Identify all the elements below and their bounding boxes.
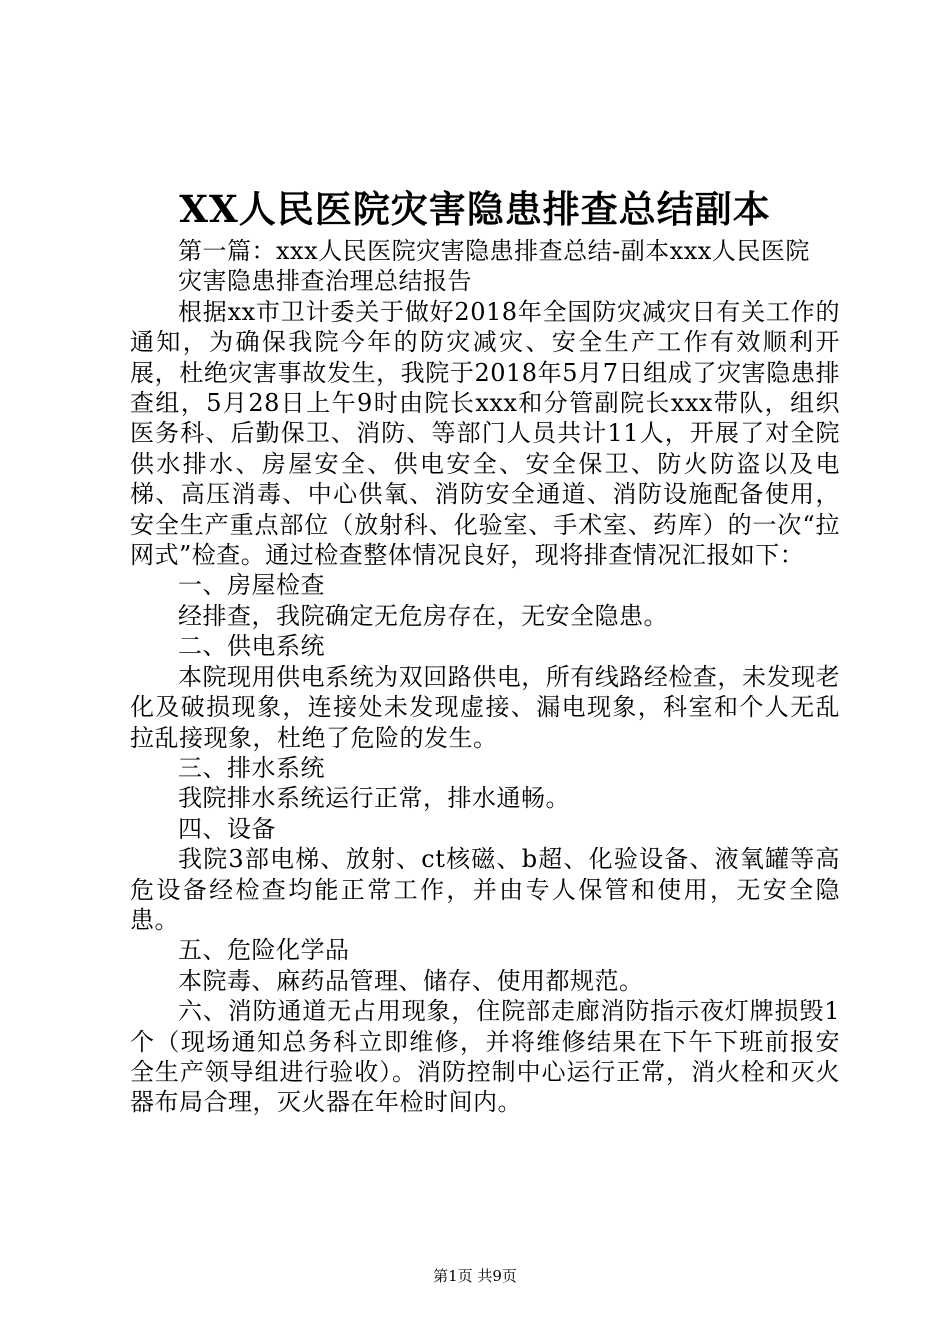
page-footer: 第1页 共9页 bbox=[433, 1267, 517, 1285]
paragraph-drainage: 我院排水系统运行正常，排水通畅。 bbox=[178, 784, 570, 813]
section-heading-housing: 一、房屋检查 bbox=[178, 571, 325, 600]
paragraph-intro: 根据xx市卫计委关于做好2018年全国防灾减灾日有关工作的通知，为确保我院今年的防灾减灾、安全生产工作有效顺利开展，杜绝灾害事故发生，我院于2018年5月7日组成了灾害隐患排查组，5月28日上午9时由院长xxx和分管副院长xxx带队，组织医务科、后勤保卫、消防、等部门人员共计11人，开展了对全院供水排水、房屋安全、供电安全、安全保卫、防火防盗以及电梯、高压消毒、中心供氧、消防安全通道、消防设施配备使用，安全生产重点部位（放射科、化验室、手术室、药库）的一次“拉网式”检查。通过检查整体情况良好，现将排查情况汇报如下： bbox=[130, 297, 840, 570]
section-heading-equipment: 四、设备 bbox=[178, 814, 276, 843]
section-heading-drainage: 三、排水系统 bbox=[178, 753, 325, 782]
paragraph-housing: 经排查，我院确定无危房存在，无安全隐患。 bbox=[178, 601, 668, 630]
document-title: XX人民医院灾害隐患排查总结副本 bbox=[179, 187, 771, 231]
paragraph-equipment: 我院3部电梯、放射、ct核磁、b超、化验设备、液氧罐等高危设备经检查均能正常工作，并由专人保管和使用，无安全隐患。 bbox=[130, 845, 840, 934]
paragraph-power: 本院现用供电系统为双回路供电，所有线路经检查，未发现老化及破损现象，连接处未发现虚接、漏电现象，科室和个人无乱拉乱接现象，杜绝了危险的发生。 bbox=[130, 662, 840, 752]
section-heading-power: 二、供电系统 bbox=[178, 632, 325, 661]
section-heading-chemicals: 五、危险化学品 bbox=[178, 936, 350, 965]
paragraph-report-title: 灾害隐患排查治理总结报告 bbox=[178, 267, 472, 296]
paragraph-chapter-heading: 第一篇：xxx人民医院灾害隐患排查总结-副本xxx人民医院 bbox=[178, 237, 810, 265]
document-body bbox=[130, 236, 840, 1118]
paragraph-fire-safety: 六、消防通道无占用现象，住院部走廊消防指示夜灯牌损毁1个（现场通知总务科立即维修，并将维修结果在下午下班前报安全生产领导组进行验收）。消防控制中心运行正常，消火栓和灭火器布局合理，灭火器在年检时间内。 bbox=[130, 997, 840, 1117]
paragraph-chemicals: 本院毒、麻药品管理、储存、使用都规范。 bbox=[178, 966, 644, 995]
